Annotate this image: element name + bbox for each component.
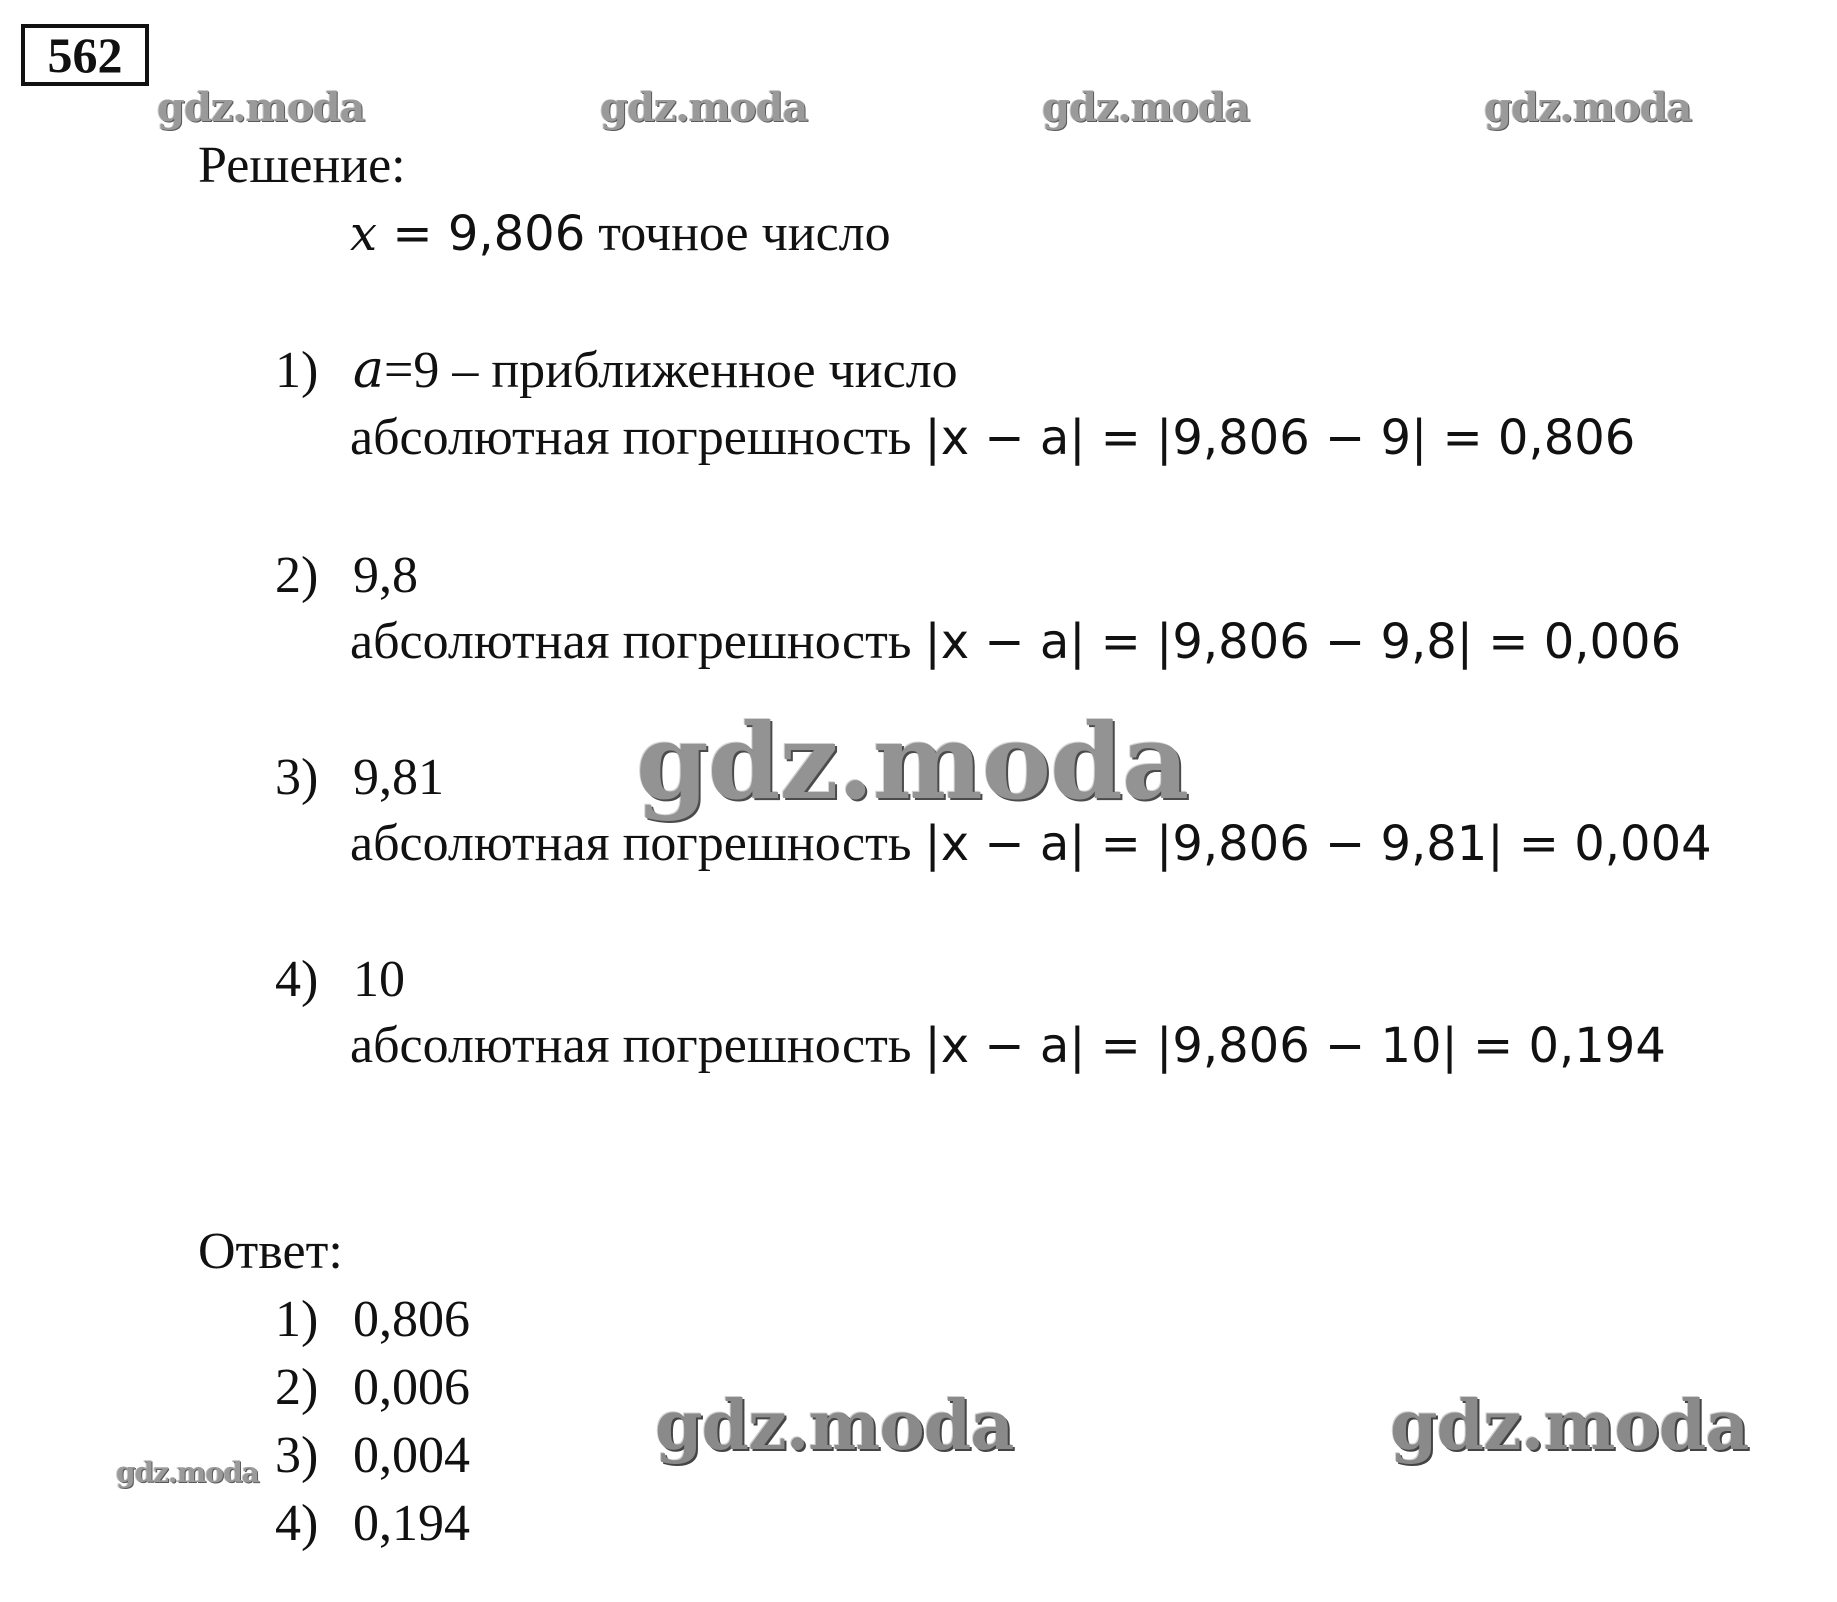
item-4-error bbox=[350, 1016, 1666, 1076]
item-2-head bbox=[275, 546, 418, 606]
item-3-error bbox=[350, 814, 1712, 874]
answer-value: 0,006 bbox=[353, 1359, 470, 1416]
error-label: абсолютная погрешность bbox=[350, 815, 925, 872]
watermark-logo: gdz.moda bbox=[1042, 84, 1250, 131]
watermark-logo: gdz.moda bbox=[600, 84, 808, 131]
task-number-box: 562 bbox=[21, 24, 149, 86]
item-1-head bbox=[275, 340, 958, 401]
watermark-logo-medium: gdz.moda bbox=[655, 1386, 1014, 1466]
exact-eq: = 9,806 bbox=[377, 206, 586, 262]
exact-var: x bbox=[350, 206, 378, 262]
answer-4 bbox=[275, 1494, 470, 1554]
answer-number: 1) bbox=[275, 1291, 319, 1348]
answer-number: 4) bbox=[275, 1495, 319, 1552]
watermark-logo: gdz.moda bbox=[1484, 84, 1692, 131]
item-3-head bbox=[275, 748, 444, 808]
item-var: a bbox=[353, 340, 385, 400]
error-label: абсолютная погрешность bbox=[350, 1017, 925, 1074]
error-label: абсолютная погрешность bbox=[350, 409, 925, 466]
answer-value: 0,004 bbox=[353, 1427, 470, 1484]
exact-number-line bbox=[350, 204, 891, 264]
watermark-logo-large: gdz.moda bbox=[636, 700, 1189, 823]
watermark-logo-small: gdz.moda bbox=[116, 1456, 259, 1489]
answer-1 bbox=[275, 1290, 470, 1350]
item-number: 1) bbox=[275, 342, 319, 399]
item-value: 9,81 bbox=[353, 749, 444, 806]
item-number: 4) bbox=[275, 951, 319, 1008]
answer-value: 0,194 bbox=[353, 1495, 470, 1552]
error-formula: |x − a| = |9,806 − 10| = 0,194 bbox=[924, 1018, 1666, 1074]
answer-value: 0,806 bbox=[353, 1291, 470, 1348]
watermark-logo: gdz.moda bbox=[157, 84, 365, 131]
answer-2 bbox=[275, 1358, 470, 1418]
error-formula: |x − a| = |9,806 − 9| = 0,806 bbox=[924, 410, 1636, 466]
item-number: 3) bbox=[275, 749, 319, 806]
error-formula: |x − a| = |9,806 − 9,8| = 0,006 bbox=[924, 614, 1682, 670]
error-formula: |x − a| = |9,806 − 9,81| = 0,004 bbox=[924, 816, 1712, 872]
error-label: абсолютная погрешность bbox=[350, 613, 925, 670]
item-1-error bbox=[350, 408, 1635, 468]
item-4-head bbox=[275, 950, 405, 1010]
answer-3 bbox=[275, 1426, 470, 1486]
item-value: 9,8 bbox=[353, 547, 418, 604]
exact-text: точное число bbox=[585, 205, 891, 262]
item-number: 2) bbox=[275, 547, 319, 604]
answer-number: 3) bbox=[275, 1427, 319, 1484]
solution-label: Решение: bbox=[198, 137, 406, 194]
item-value: 10 bbox=[353, 951, 405, 1008]
answer-number: 2) bbox=[275, 1359, 319, 1416]
watermark-logo-medium: gdz.moda bbox=[1390, 1386, 1749, 1466]
item-value: =9 – приближенное число bbox=[384, 342, 958, 399]
item-2-error bbox=[350, 612, 1681, 672]
answer-label: Ответ: bbox=[198, 1223, 343, 1280]
